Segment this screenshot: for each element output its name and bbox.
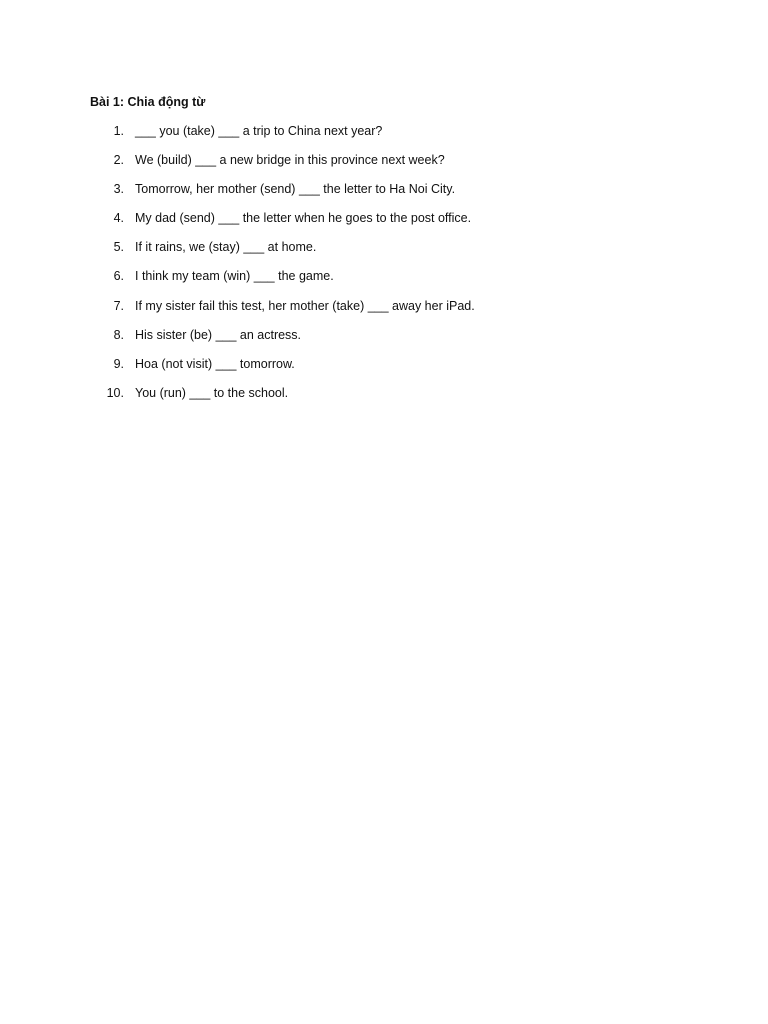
- item-number: 9.: [113, 356, 124, 371]
- item-number: 10.: [106, 385, 124, 400]
- item-number: 3.: [113, 182, 124, 197]
- item-number: 4.: [113, 211, 124, 226]
- item-text: Tomorrow, her mother (send) ___ the letter to Ha Noi City.: [135, 182, 456, 197]
- item-number: 2.: [113, 153, 124, 168]
- item-number: 6.: [113, 269, 124, 284]
- item-text: You (run) ___ to the school.: [135, 385, 289, 400]
- item-number: 7.: [113, 298, 124, 313]
- item-number: 5.: [113, 240, 124, 255]
- item-text: His sister (be) ___ an actress.: [135, 327, 302, 342]
- item-text: I think my team (win) ___ the game.: [135, 269, 334, 284]
- item-text: My dad (send) ___ the letter when he goes to the post office.: [135, 211, 472, 226]
- item-number: 8.: [113, 327, 124, 342]
- exercise-heading: Bài 1: Chia động từ: [90, 95, 206, 109]
- item-text: Hoa (not visit) ___ tomorrow.: [135, 356, 295, 371]
- item-text: ___ you (take) ___ a trip to China next year?: [135, 124, 383, 138]
- item-number: 1.: [113, 124, 124, 138]
- item-text: If my sister fail this test, her mother (take) ___ away her iPad.: [135, 298, 475, 313]
- item-text: If it rains, we (stay) ___ at home.: [135, 240, 317, 255]
- item-text: We (build) ___ a new bridge in this province next week?: [135, 153, 445, 168]
